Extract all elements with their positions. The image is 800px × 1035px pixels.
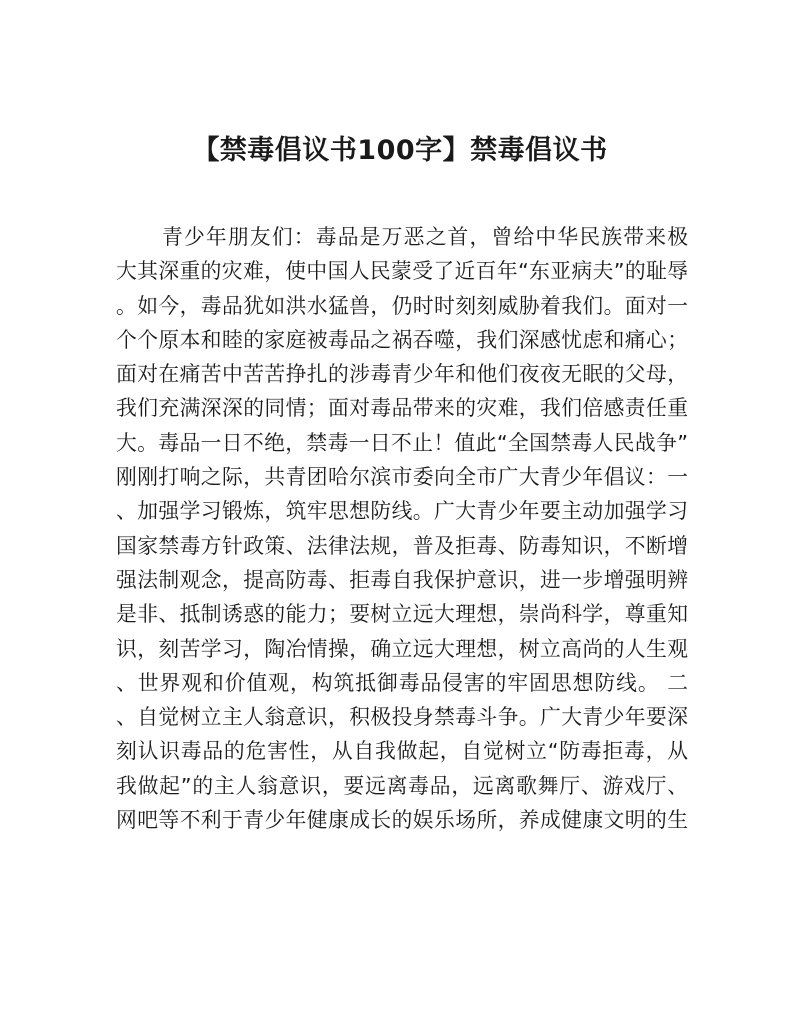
paragraph-line: 。如今，毒品犹如洪水猛兽，仍时时刻刻威胁着我们。面对一 — [116, 293, 688, 318]
paragraph-line: 面对在痛苦中苦苦挣扎的涉毒青少年和他们夜夜无眠的父母， — [116, 362, 688, 387]
paragraph-line: 大其深重的灾难，使中国人民蒙受了近百年“东亚病夫”的耻辱 — [116, 259, 688, 284]
paragraph-line: 网吧等不利于青少年健康成长的娱乐场所，养成健康文明的生 — [116, 808, 688, 833]
document-title: 【禁毒倡议书100字】禁毒倡议书 — [192, 135, 608, 166]
paragraph-line: 是非、抵制诱惑的能力；要树立远大理想，崇尚科学，尊重知 — [116, 602, 688, 627]
paragraph-line: 刚刚打响之际，共青团哈尔滨市委向全市广大青少年倡议：一 — [116, 465, 688, 490]
paragraph-line: 强法制观念，提高防毒、拒毒自我保护意识，进一步增强明辨 — [116, 567, 688, 592]
paragraph-line: 刻认识毒品的危害性，从自我做起，自觉树立“防毒拒毒，从 — [116, 739, 688, 764]
paragraph-line: 、加强学习锻炼，筑牢思想防线。广大青少年要主动加强学习 — [116, 499, 688, 524]
paragraph-line: 个个原本和睦的家庭被毒品之祸吞噬，我们深感忧虑和痛心； — [116, 327, 688, 352]
paragraph-line: 青少年朋友们：毒品是万恶之首，曾给中华民族带来极 — [162, 225, 688, 249]
paragraph-line: 大。毒品一日不绝，禁毒一日不止！值此“全国禁毒人民战争” — [116, 430, 688, 455]
paragraph-line: 我们充满深深的同情；面对毒品带来的灾难，我们倍感责任重 — [116, 396, 688, 421]
paragraph-line: 我做起”的主人翁意识，要远离毒品，远离歌舞厅、游戏厅、 — [116, 773, 688, 798]
document-body — [116, 220, 688, 837]
paragraph-line: 国家禁毒方针政策、法律法规，普及拒毒、防毒知识，不断增 — [116, 533, 688, 558]
paragraph-line: 、自觉树立主人翁意识，积极投身禁毒斗争。广大青少年要深 — [116, 705, 688, 730]
paragraph-line: 识，刻苦学习，陶冶情操，确立远大理想，树立高尚的人生观 — [116, 636, 688, 661]
paragraph-line: 、世界观和价值观，构筑抵御毒品侵害的牢固思想防线。 二 — [116, 670, 688, 695]
